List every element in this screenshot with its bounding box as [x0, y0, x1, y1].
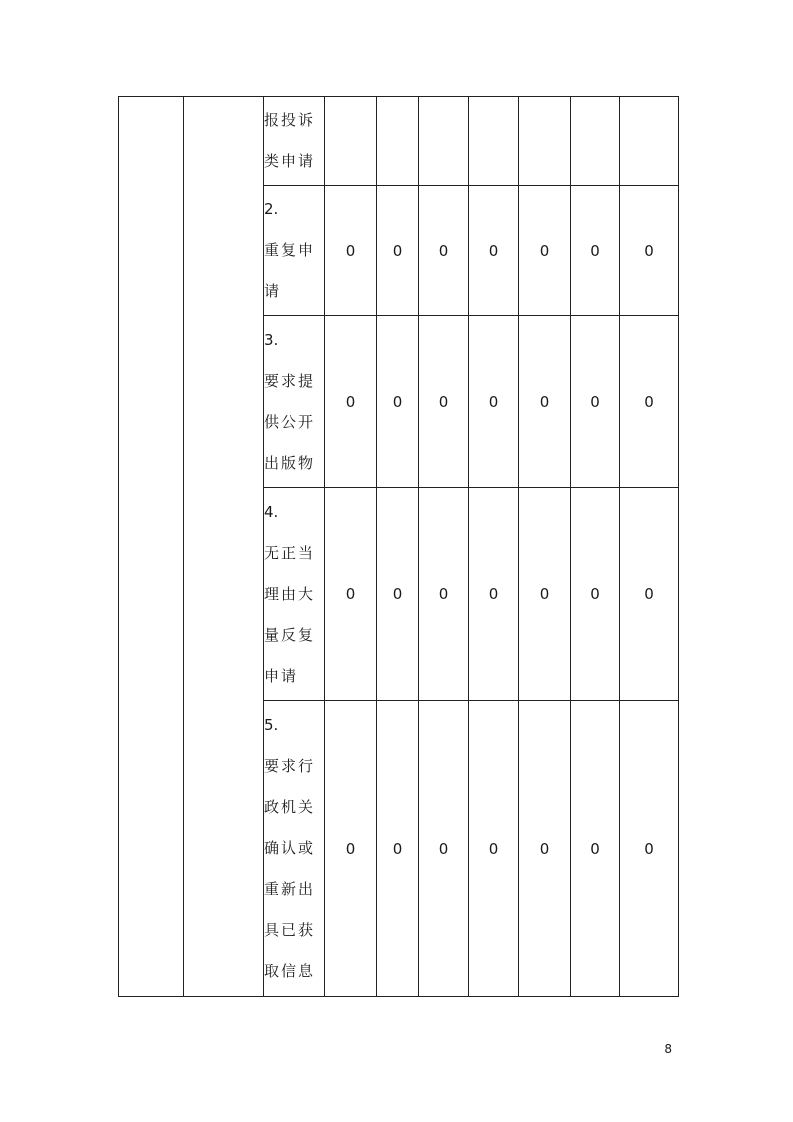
value-cell: 0 [469, 701, 519, 997]
row-label-cell [264, 701, 325, 997]
row-label-cell [264, 488, 325, 701]
value-cell: 0 [519, 701, 571, 997]
value-cell: 0 [469, 316, 519, 488]
row-label-cell [264, 97, 325, 186]
value-cell [419, 97, 469, 186]
value-cell [325, 97, 377, 186]
label-line: 重新出 [264, 880, 316, 898]
label-line: 理由大 [264, 584, 316, 603]
value-cell [571, 97, 620, 186]
label-line: 量反复 [264, 625, 316, 644]
row-number: 2. [264, 200, 279, 218]
value-cell: 0 [571, 701, 620, 997]
value-cell [377, 97, 419, 186]
value-cell [469, 97, 519, 186]
value-cell: 0 [620, 186, 679, 316]
value-cell: 0 [377, 316, 419, 488]
label-line: 请 [264, 282, 282, 300]
value-cell: 0 [419, 701, 469, 997]
value-cell [620, 97, 679, 186]
value-cell: 0 [325, 186, 377, 316]
page-number: 8 [664, 1042, 672, 1056]
value-cell [519, 97, 571, 186]
table-row [119, 97, 679, 186]
value-cell: 0 [325, 488, 377, 701]
value-cell: 0 [419, 316, 469, 488]
row-number: 3. [264, 330, 279, 349]
value-cell: 0 [325, 701, 377, 997]
value-cell: 0 [377, 186, 419, 316]
value-cell: 0 [519, 488, 571, 701]
value-cell: 0 [469, 488, 519, 701]
value-cell: 0 [571, 488, 620, 701]
value-cell: 0 [377, 701, 419, 997]
value-cell: 0 [419, 488, 469, 701]
row-label-cell [264, 186, 325, 316]
value-cell: 0 [519, 186, 571, 316]
row-number: 4. [264, 502, 279, 521]
category-cell [119, 97, 184, 997]
label-line: 确认或 [264, 839, 316, 857]
label-line: 报投诉 [264, 111, 316, 129]
label-line: 取信息 [264, 962, 316, 980]
label-line: 要求提 [264, 371, 316, 390]
label-line: 类申请 [264, 152, 316, 170]
value-cell: 0 [571, 316, 620, 488]
disclosure-statistics-table [118, 96, 679, 997]
value-cell: 0 [325, 316, 377, 488]
value-cell: 0 [519, 316, 571, 488]
label-line: 具已获 [264, 921, 316, 939]
label-line: 供公开 [264, 412, 316, 431]
value-cell: 0 [377, 488, 419, 701]
label-line: 要求行 [264, 757, 316, 775]
value-cell: 0 [620, 701, 679, 997]
value-cell: 0 [571, 186, 620, 316]
label-line: 无正当 [264, 543, 316, 562]
label-line: 出版物 [264, 453, 316, 472]
label-line: 重复申 [264, 241, 316, 259]
value-cell: 0 [469, 186, 519, 316]
label-line: 政机关 [264, 798, 316, 816]
label-line: 申请 [264, 666, 299, 685]
row-label-cell [264, 316, 325, 488]
row-number: 5. [264, 716, 279, 734]
subcategory-cell [184, 97, 264, 997]
value-cell: 0 [419, 186, 469, 316]
value-cell: 0 [620, 488, 679, 701]
value-cell: 0 [620, 316, 679, 488]
